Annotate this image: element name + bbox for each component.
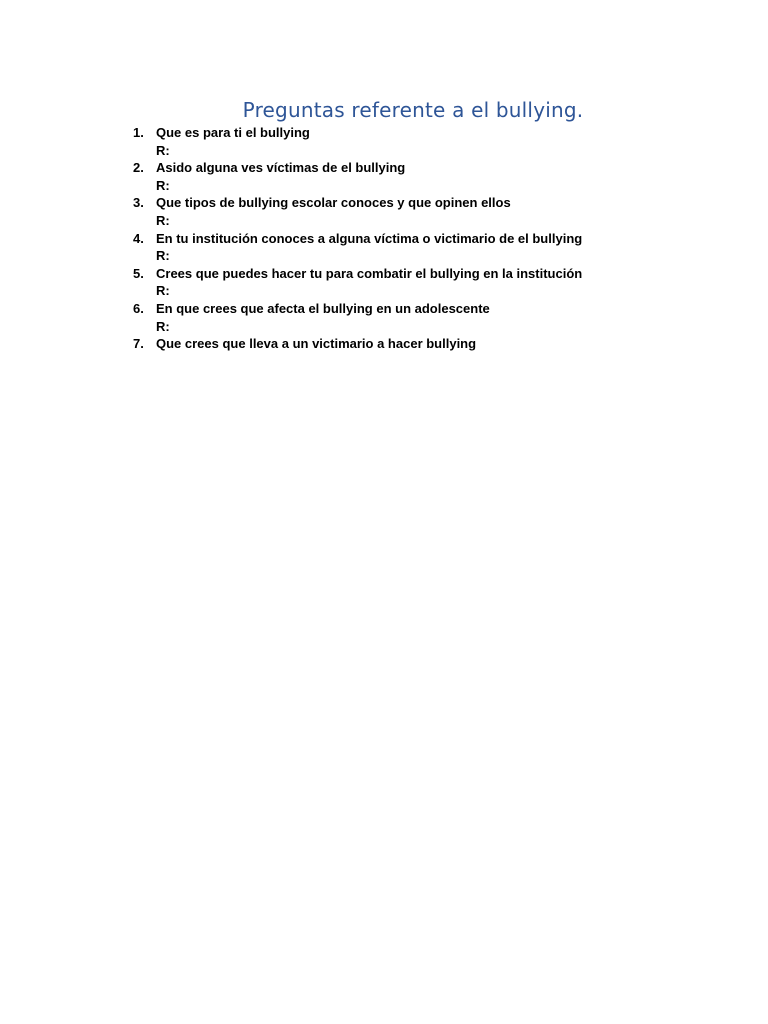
question-number: 7. [133,336,144,352]
question-number: 5. [133,265,144,281]
question-text: Que tipos de bullying escolar conoces y que opinen ellos [156,195,511,211]
question-number: 4. [133,230,144,246]
question-text: Que crees que lleva a un victimario a hacer bullying [156,336,477,352]
question-number: 3. [133,195,144,211]
question-text: En que crees que afecta el bullying en un adolescente [156,300,490,316]
document-title: Preguntas referente a el bullying. [242,98,584,122]
answer-label: R: [156,177,170,193]
question-item [130,230,690,265]
question-number: 2. [133,160,144,176]
question-item [130,265,690,300]
question-text: En tu institución conoces a alguna víctima o victimario de el bullying [156,230,583,246]
answer-label: R: [156,318,170,334]
answer-label: R: [156,142,170,158]
question-item [130,159,690,194]
question-list [130,124,690,353]
question-row [130,230,690,248]
question-row [130,194,690,212]
question-row [130,124,690,142]
question-text: Asido alguna ves víctimas de el bullying [156,160,406,176]
question-number: 6. [133,300,144,316]
question-text: Crees que puedes hacer tu para combatir el bullying en la institución [156,265,583,281]
answer-label: R: [156,248,170,264]
question-row [130,335,690,353]
answer-label: R: [156,283,170,299]
question-row [130,159,690,177]
question-item [130,194,690,229]
question-text: Que es para ti el bullying [156,125,310,140]
question-item [130,335,690,353]
question-number: 1. [133,125,144,140]
question-row [130,265,690,283]
question-row [130,300,690,318]
question-item [130,124,690,159]
answer-label: R: [156,212,170,228]
question-item [130,300,690,335]
